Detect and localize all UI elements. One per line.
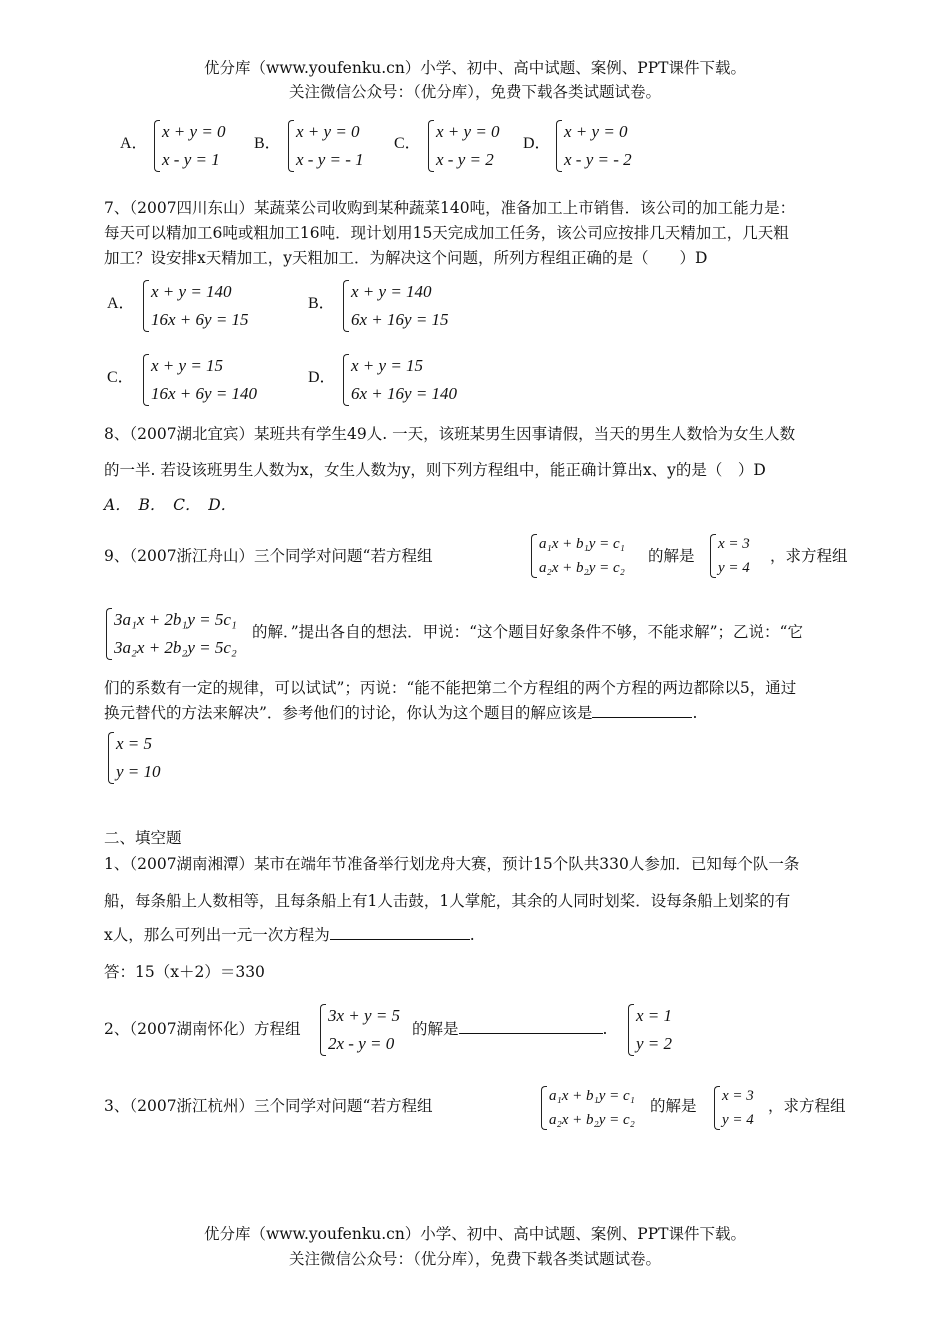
equation: x - y = 1: [162, 150, 220, 169]
q7-line-3: 加工？设安排x天精加工，y天粗加工．为解决这个问题，所列方程组正确的是（ ）D: [104, 249, 708, 267]
s2-q1-line-1: 1、（2007湖南湘潭）某市在端年节准备举行划龙舟大赛，预计15个队共330人参加．已知每个队一条: [104, 855, 800, 873]
q7-option-b-label: B．: [308, 295, 335, 312]
equation: 3a₁x + 2b₁y = 5c₁: [114, 610, 237, 629]
s2-q3-prefix: 3、（2007浙江杭州）三个同学对问题“若方程组: [104, 1097, 433, 1115]
period: .: [692, 704, 698, 722]
s2-q3-mid: 的解是: [650, 1097, 697, 1115]
equation: 16x + 6y = 140: [151, 384, 258, 403]
s2-q3-system: [541, 1084, 635, 1132]
equation: x = 1: [636, 1006, 673, 1025]
footer-line-2: 关注微信公众号：（优分库），免费下载各类试题试卷。: [288, 1250, 661, 1268]
s2-q1-line-3-text: x人，那么可列出一元一次方程为: [104, 926, 330, 944]
q9-answer: [108, 730, 161, 786]
equation: y = 2: [636, 1034, 673, 1053]
q9-system-1: [531, 532, 625, 580]
q7-option-a-system: [143, 278, 249, 334]
answer-blank: [459, 1017, 603, 1034]
q6-option-b-label: B．: [254, 135, 281, 152]
equation: 16x + 6y = 15: [151, 310, 249, 329]
q7-option-d-label: D．: [308, 369, 336, 386]
s2-q3-solution: [714, 1084, 754, 1132]
equation: x + y = 140: [151, 282, 232, 301]
equation: 6x + 16y = 140: [351, 384, 458, 403]
answer-blank: [592, 701, 692, 718]
q9-solution: [710, 532, 750, 580]
equation: x + y = 0: [162, 122, 226, 141]
s2-q2-answer: [628, 1002, 672, 1058]
s2-q2-mid: [412, 1017, 607, 1039]
q7-option-c-system: [143, 352, 257, 408]
footer-line-1: 优分库（www.youfenku.cn）小学、初中、高中试题、案例、PPT课件下载。: [203, 1225, 747, 1243]
q6-option-d-label: D．: [523, 135, 551, 152]
q6-option-c-system: [428, 118, 500, 174]
q6-option-a-system: [154, 118, 226, 174]
equation: 6x + 16y = 15: [351, 310, 449, 329]
q6-option-b-system: [288, 118, 364, 174]
equation: y = 4: [718, 560, 750, 576]
q9-line-4-text: 换元替代的方法来解决”．参考他们的讨论，你认为这个题目的解应该是: [104, 704, 593, 722]
equation: x - y = - 2: [564, 150, 632, 169]
equation: a₂x + b₂y = c₂: [549, 1112, 635, 1128]
equation: x + y = 15: [151, 356, 224, 375]
section-2-title: 二、填空题: [104, 829, 182, 847]
s2-q2-mid-text: 的解是: [412, 1020, 459, 1038]
s2-q3-suffix: ，求方程组: [768, 1097, 846, 1115]
equation: x + y = 140: [351, 282, 432, 301]
equation: x + y = 0: [564, 122, 628, 141]
q7-option-a-label: A．: [107, 295, 135, 312]
s2-q2-prefix: 2、（2007湖南怀化）方程组: [104, 1020, 301, 1038]
equation: 2x - y = 0: [328, 1034, 395, 1053]
equation: a₁x + b₁y = c₁: [539, 536, 625, 552]
equation: y = 10: [116, 762, 161, 781]
q7-line-1: 7、（2007四川东山）某蔬菜公司收购到某种蔬菜140吨，准备加工上市销售．该公司的加工能力是：: [104, 199, 796, 217]
q6-option-c-label: C．: [394, 135, 421, 152]
equation: a₁x + b₁y = c₁: [549, 1088, 635, 1104]
answer-blank: [330, 923, 470, 940]
q9-mid: 的解是: [648, 547, 695, 565]
s2-q1-line-3: [104, 923, 475, 945]
header-line-2: 关注微信公众号：（优分库），免费下载各类试题试卷。: [288, 83, 661, 101]
q9-line-2: 的解．”提出各自的想法．甲说：“这个题目好象条件不够，不能求解”；乙说：“它: [252, 623, 803, 641]
q6-option-a-label: A．: [120, 135, 148, 152]
equation: 3a₂x + 2b₂y = 5c₂: [114, 638, 237, 657]
q8-options: A． B． C． D．: [104, 496, 237, 514]
q7-option-d-system: [343, 352, 457, 408]
equation: 3x + y = 5: [328, 1006, 401, 1025]
period: .: [469, 926, 475, 944]
q8-line-1: 8、（2007湖北宜宾）某班共有学生49人. 一天，该班某男生因事请假，当天的男生人数恰为女生人数: [104, 425, 796, 443]
q7-line-2: 每天可以精加工6吨或粗加工16吨．现计划用15天完成加工任务，该公司应按排几天精加工，几天粗: [104, 224, 789, 242]
s2-q2-system: [320, 1002, 400, 1058]
q9-system-2: [106, 606, 237, 662]
q6-option-d-system: [556, 118, 632, 174]
q8-line-2: 的一半. 若设该班男生人数为x，女生人数为y，则下列方程组中，能正确计算出x、y的是（ ）D: [104, 461, 766, 479]
equation: x + y = 0: [296, 122, 360, 141]
equation: x + y = 0: [436, 122, 500, 141]
equation: x - y = 2: [436, 150, 494, 169]
q9-line-4: [104, 701, 697, 723]
q9-prefix: 9、（2007浙江舟山）三个同学对问题“若方程组: [104, 547, 433, 565]
s2-q1-line-2: 船，每条船上人数相等，且每条船上有1人击鼓，1人掌舵，其余的人同时划桨．设每条船上划桨的有: [104, 892, 791, 910]
equation: y = 4: [722, 1112, 754, 1128]
equation: x + y = 15: [351, 356, 424, 375]
s2-q1-answer: 答：15（x＋2）＝330: [104, 963, 265, 981]
q7-option-c-label: C．: [107, 369, 134, 386]
equation: x = 3: [722, 1088, 754, 1104]
equation: x = 5: [116, 734, 153, 753]
period: .: [602, 1020, 608, 1038]
equation: x = 3: [718, 536, 750, 552]
q7-option-b-system: [343, 278, 449, 334]
equation: x - y = - 1: [296, 150, 364, 169]
header-line-1: 优分库（www.youfenku.cn）小学、初中、高中试题、案例、PPT课件下载。: [203, 59, 747, 77]
q9-suffix: ，求方程组: [770, 547, 848, 565]
q9-line-3: 们的系数有一定的规律，可以试试”；丙说：“能不能把第二个方程组的两个方程的两边都除以5，通过: [104, 679, 797, 697]
equation: a₂x + b₂y = c₂: [539, 560, 625, 576]
